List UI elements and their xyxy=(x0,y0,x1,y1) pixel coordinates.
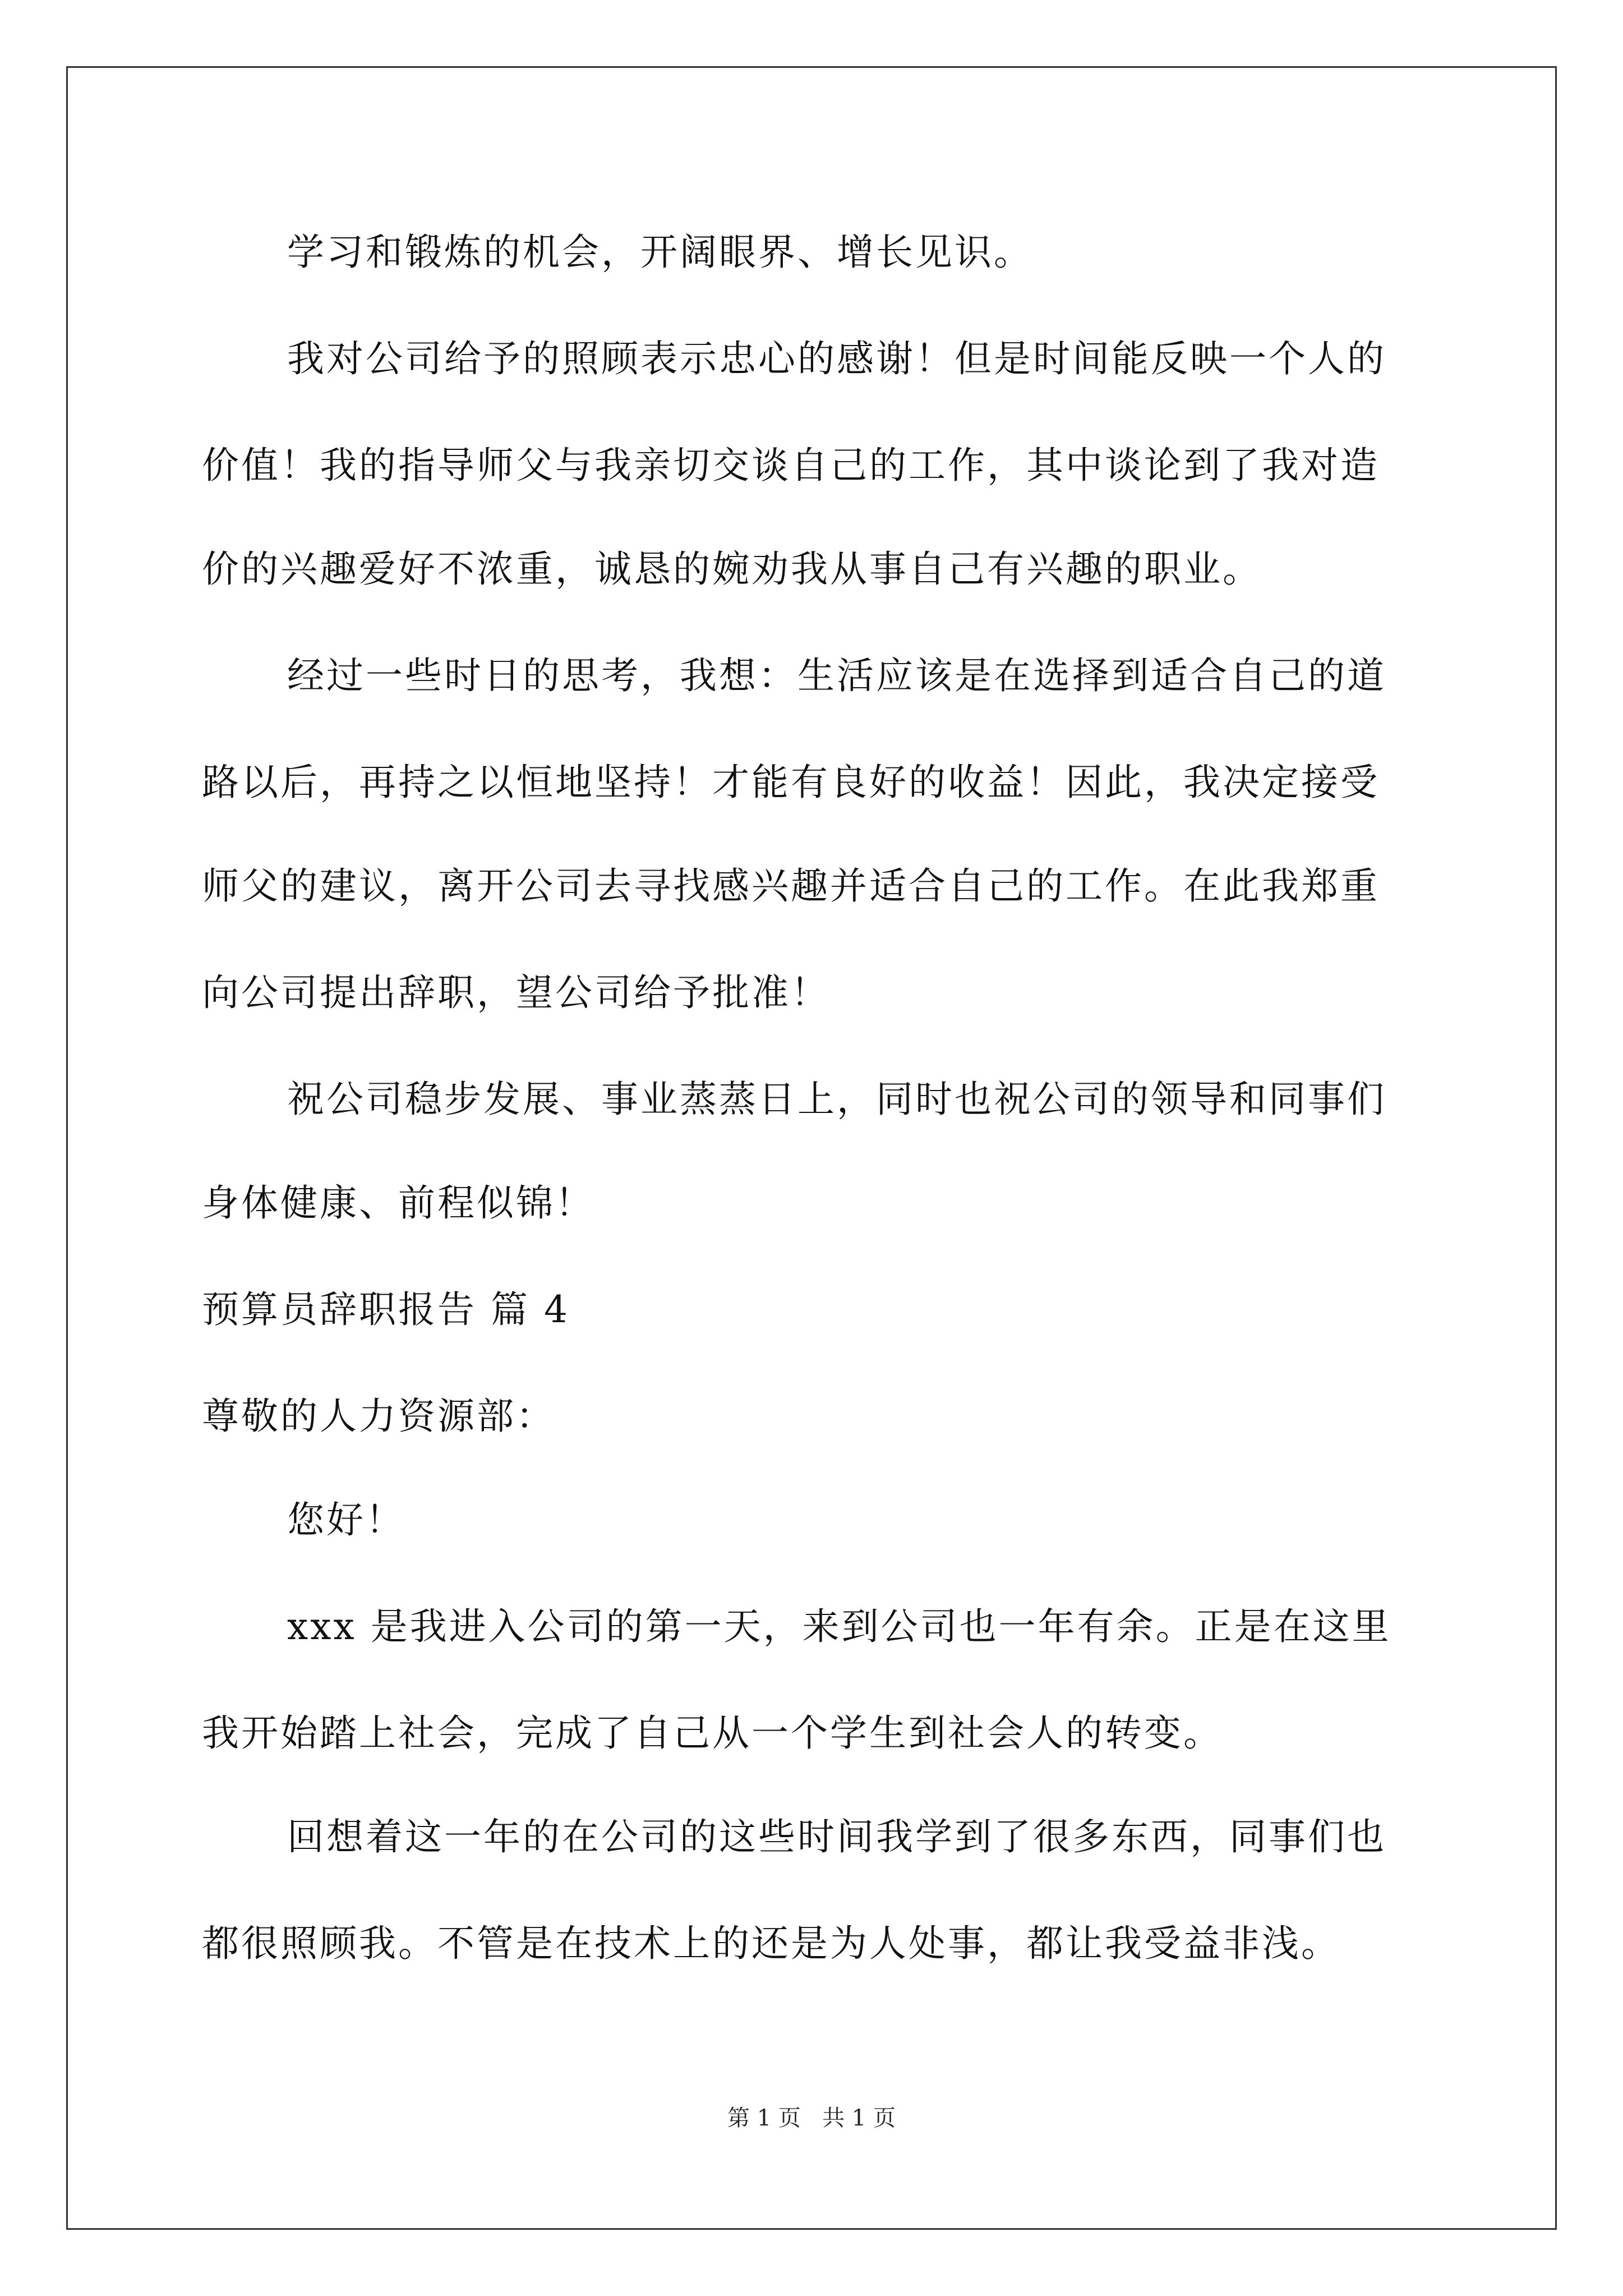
body-line-9: 祝公司稳步发展、事业蒸蒸日上，同时也祝公司的领导和同事们 xyxy=(287,1078,1386,1121)
body-line-3: 价值！我的指导师父与我亲切交谈自己的工作，其中谈论到了我对造 xyxy=(202,444,1380,487)
page-footer: 第 1 页 共 1 页 xyxy=(727,2105,896,2131)
page-border xyxy=(66,66,1557,2230)
greeting: 您好！ xyxy=(287,1498,405,1542)
body-line-4: 价的兴趣爱好不浓重，诚恳的婉劝我从事自己有兴趣的职业。 xyxy=(202,547,1262,591)
body-line-7: 师父的建议，离开公司去寻找感兴趣并适合自己的工作。在此我郑重 xyxy=(202,864,1380,908)
body-line-5: 经过一些时日的思考，我想：生活应该是在选择到适合自己的道 xyxy=(287,654,1386,697)
salutation: 尊敬的人力资源部： xyxy=(202,1395,555,1438)
body-line-14: xxx 是我进入公司的第一天，来到公司也一年有余。正是在这里 xyxy=(287,1605,1391,1648)
body-line-10: 身体健康、前程似锦！ xyxy=(202,1181,594,1225)
body-line-8: 向公司提出辞职，望公司给予批准！ xyxy=(202,971,830,1014)
body-line-6: 路以后，再持之以恒地坚持！才能有良好的收益！因此，我决定接受 xyxy=(202,761,1380,804)
body-line-16: 回想着这一年的在公司的这些时间我学到了很多东西，同事们也 xyxy=(287,1815,1386,1858)
body-line-1: 学习和锻炼的机会，开阔眼界、增长见识。 xyxy=(287,231,1033,274)
section-heading: 预算员辞职报告 篇 4 xyxy=(202,1288,570,1331)
body-line-15: 我开始踏上社会，完成了自己从一个学生到社会人的转变。 xyxy=(202,1711,1223,1755)
body-line-2: 我对公司给予的照顾表示忠心的感谢！但是时间能反映一个人的 xyxy=(287,337,1386,380)
body-line-17: 都很照顾我。不管是在技术上的还是为人处事，都让我受益非浅。 xyxy=(202,1922,1340,1965)
